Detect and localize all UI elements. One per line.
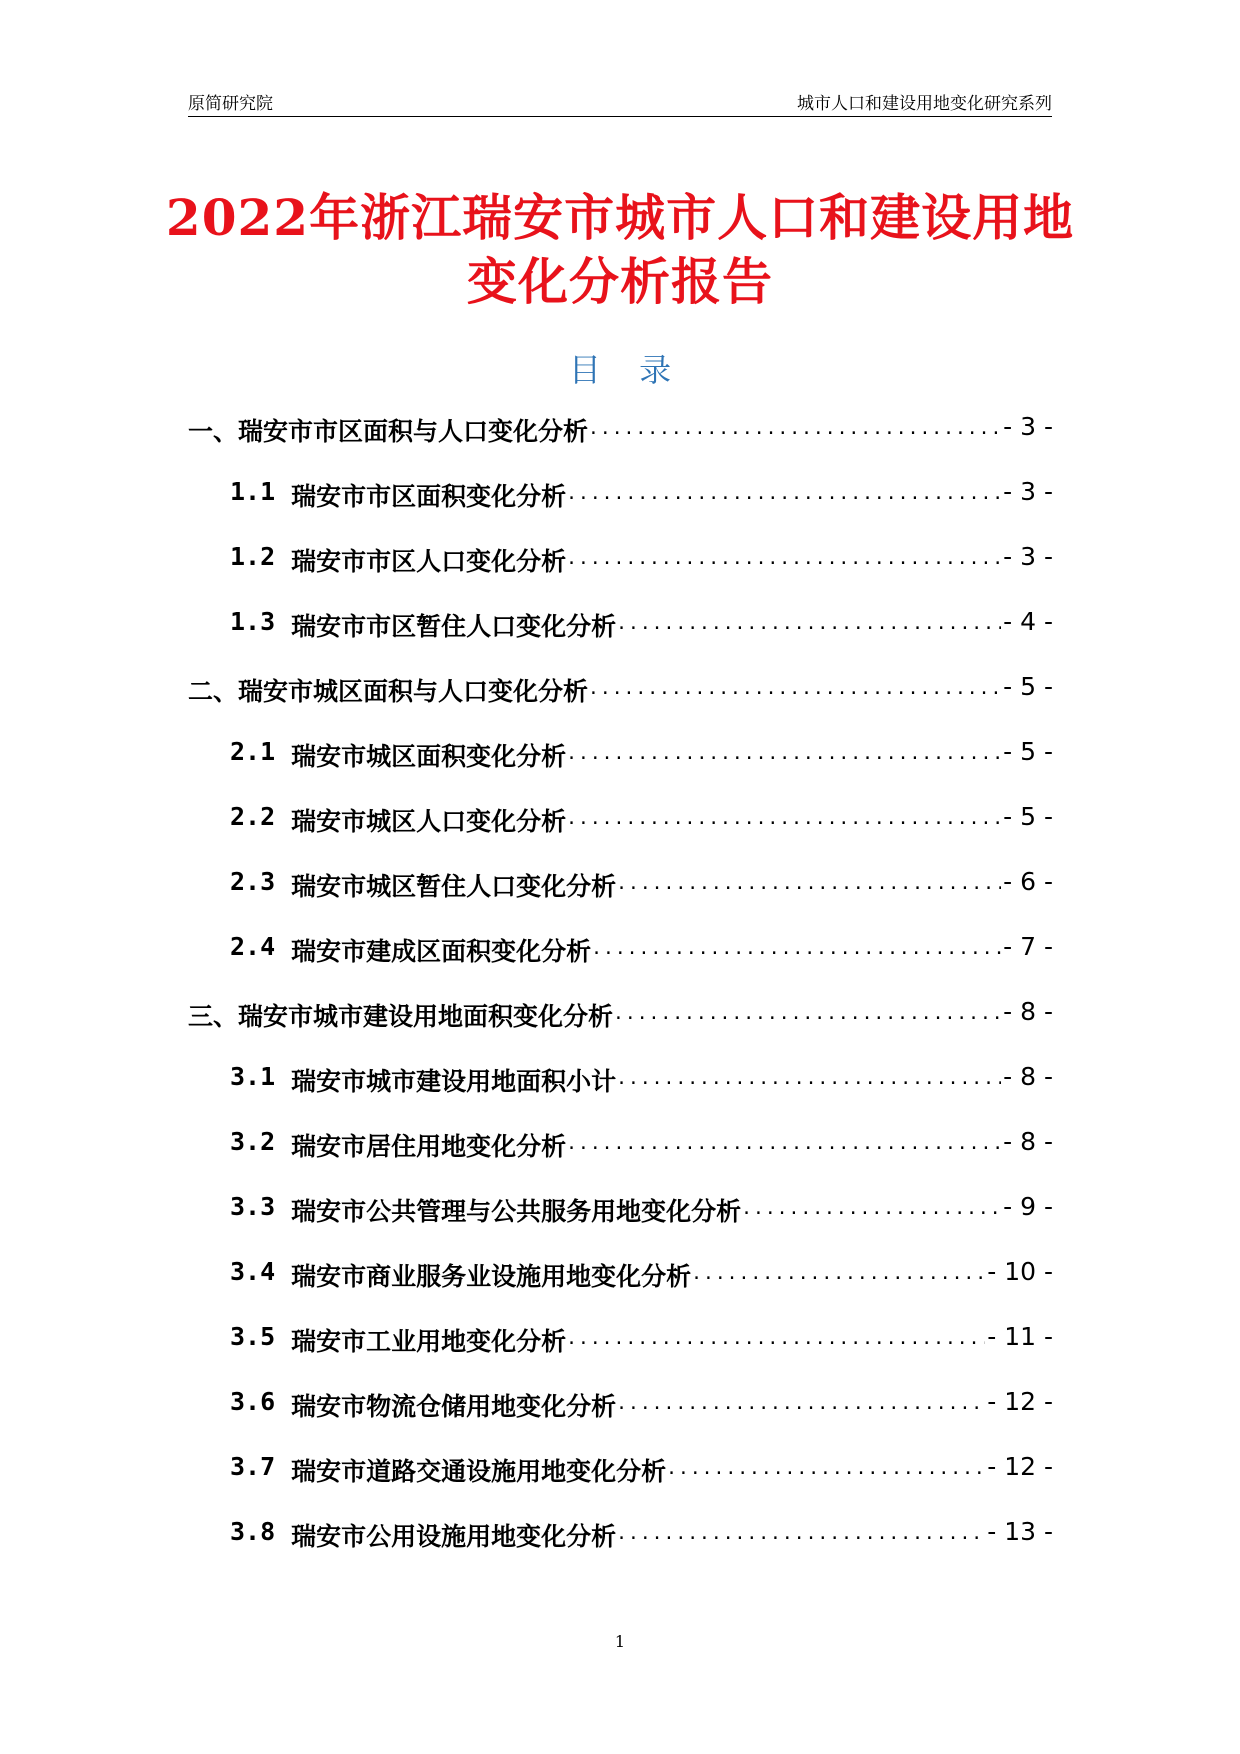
- toc-dot-leader: [566, 802, 1001, 836]
- toc-entry[interactable]: [188, 1387, 1053, 1452]
- toc-entry[interactable]: [188, 867, 1053, 932]
- toc-entry[interactable]: [188, 1452, 1053, 1517]
- toc-entry[interactable]: [188, 477, 1053, 542]
- toc-entry-label: 一、瑞安市市区面积与人口变化分析: [188, 417, 589, 446]
- toc-entry-label: 三、瑞安市城市建设用地面积变化分析: [188, 1002, 614, 1031]
- toc-dot-leader: [566, 1127, 1001, 1161]
- toc-entry[interactable]: [188, 737, 1053, 802]
- toc-entry-label: 瑞安市公用设施用地变化分析: [291, 1522, 617, 1551]
- toc-entry-label: 瑞安市城区面积变化分析: [291, 742, 567, 771]
- toc-entry-page: - 13 -: [987, 1517, 1053, 1546]
- toc-dot-leader: [666, 1452, 985, 1486]
- toc-dot-leader: [741, 1192, 1001, 1226]
- toc-entry-label: 瑞安市市区面积变化分析: [291, 482, 567, 511]
- toc-dot-leader: [616, 1517, 985, 1551]
- toc-entry-page: - 3 -: [1003, 477, 1053, 506]
- page-header: [188, 86, 1052, 117]
- toc-entry-page: - 12 -: [987, 1387, 1053, 1416]
- page-number: 1: [614, 1632, 626, 1651]
- toc-dot-leader: [616, 1062, 1001, 1096]
- toc-dot-leader: [566, 542, 1001, 576]
- toc-entry-number: 3.8: [230, 1517, 276, 1546]
- toc-entry[interactable]: [188, 1192, 1053, 1257]
- toc-dot-leader: [616, 1387, 985, 1421]
- toc-dot-leader: [566, 477, 1001, 511]
- toc-entry-label: 二、瑞安市城区面积与人口变化分析: [188, 677, 589, 706]
- toc-entry-page: - 5 -: [1003, 737, 1053, 766]
- toc-entry-number: 3.6: [230, 1387, 276, 1416]
- toc-entry[interactable]: [188, 607, 1053, 672]
- toc-entry-number: 3.7: [230, 1452, 276, 1481]
- toc-entry-label: 瑞安市物流仓储用地变化分析: [291, 1392, 617, 1421]
- toc-entry[interactable]: [188, 412, 1053, 477]
- toc-entry-label: 瑞安市工业用地变化分析: [291, 1327, 567, 1356]
- toc-entry-label: 瑞安市道路交通设施用地变化分析: [291, 1457, 667, 1486]
- toc-dot-leader: [588, 672, 1001, 706]
- toc-entry-number: 3.1: [230, 1062, 276, 1091]
- toc-dot-leader: [588, 412, 1001, 446]
- toc-entry[interactable]: [188, 542, 1053, 607]
- toc-entry-number: 2.4: [230, 932, 276, 961]
- toc-entry-page: - 6 -: [1003, 867, 1053, 896]
- toc-entry-page: - 11 -: [987, 1322, 1053, 1351]
- toc-entry[interactable]: [188, 1322, 1053, 1387]
- toc-entry-page: - 7 -: [1003, 932, 1053, 961]
- toc-entry-page: - 4 -: [1003, 607, 1053, 636]
- toc-entry-number: 2.2: [230, 802, 276, 831]
- toc-entry-label: 瑞安市城市建设用地面积小计: [291, 1067, 617, 1096]
- toc-entry-number: 2.3: [230, 867, 276, 896]
- toc-entry-number: 3.2: [230, 1127, 276, 1156]
- toc-entry[interactable]: [188, 672, 1053, 737]
- toc-entry-page: - 3 -: [1003, 542, 1053, 571]
- toc-entry-number: 3.4: [230, 1257, 276, 1286]
- toc-entry-number: 3.3: [230, 1192, 276, 1221]
- toc-entry-number: 1.1: [230, 477, 276, 506]
- toc-entry-number: 1.2: [230, 542, 276, 571]
- toc-dot-leader: [613, 997, 1001, 1031]
- toc-entry-label: 瑞安市城区暂住人口变化分析: [291, 872, 617, 901]
- toc-entry[interactable]: [188, 997, 1053, 1062]
- toc-entry[interactable]: [188, 1127, 1053, 1192]
- toc-entry-number: 1.3: [230, 607, 276, 636]
- header-series-name: 城市人口和建设用地变化研究系列: [797, 94, 1052, 114]
- toc-dot-leader: [616, 867, 1001, 901]
- header-org-name: 原简研究院: [188, 94, 273, 114]
- toc-entry-page: - 10 -: [987, 1257, 1053, 1286]
- toc-dot-leader: [566, 737, 1001, 771]
- toc-entry-page: - 12 -: [987, 1452, 1053, 1481]
- toc-entry[interactable]: [188, 1257, 1053, 1322]
- toc-entry[interactable]: [188, 932, 1053, 997]
- toc-entry-label: 瑞安市公共管理与公共服务用地变化分析: [291, 1197, 742, 1226]
- toc-dot-leader: [566, 1322, 985, 1356]
- toc-entry-page: - 8 -: [1003, 997, 1053, 1026]
- toc-dot-leader: [616, 607, 1001, 641]
- toc-entry-label: 瑞安市建成区面积变化分析: [291, 937, 592, 966]
- toc-dot-leader: [691, 1257, 985, 1291]
- toc-entry-number: 3.5: [230, 1322, 276, 1351]
- toc-entry-label: 瑞安市市区暂住人口变化分析: [291, 612, 617, 641]
- toc-entry[interactable]: [188, 1062, 1053, 1127]
- toc-entry-label: 瑞安市城区人口变化分析: [291, 807, 567, 836]
- toc-entry-label: 瑞安市居住用地变化分析: [291, 1132, 567, 1161]
- toc-entry-page: - 8 -: [1003, 1062, 1053, 1091]
- toc-dot-leader: [591, 932, 1001, 966]
- table-of-contents: [188, 412, 1053, 1582]
- toc-entry-page: - 5 -: [1003, 672, 1053, 701]
- toc-entry[interactable]: [188, 802, 1053, 867]
- toc-entry-label: 瑞安市市区人口变化分析: [291, 547, 567, 576]
- toc-entry-page: - 3 -: [1003, 412, 1053, 441]
- toc-entry-number: 2.1: [230, 737, 276, 766]
- report-title: 2022年浙江瑞安市城市人口和建设用地变化分析报告: [165, 188, 1075, 311]
- toc-entry[interactable]: [188, 1517, 1053, 1582]
- toc-heading: 目 录: [568, 351, 686, 389]
- toc-entry-label: 瑞安市商业服务业设施用地变化分析: [291, 1262, 692, 1291]
- toc-entry-page: - 9 -: [1003, 1192, 1053, 1221]
- toc-entry-page: - 8 -: [1003, 1127, 1053, 1156]
- toc-entry-page: - 5 -: [1003, 802, 1053, 831]
